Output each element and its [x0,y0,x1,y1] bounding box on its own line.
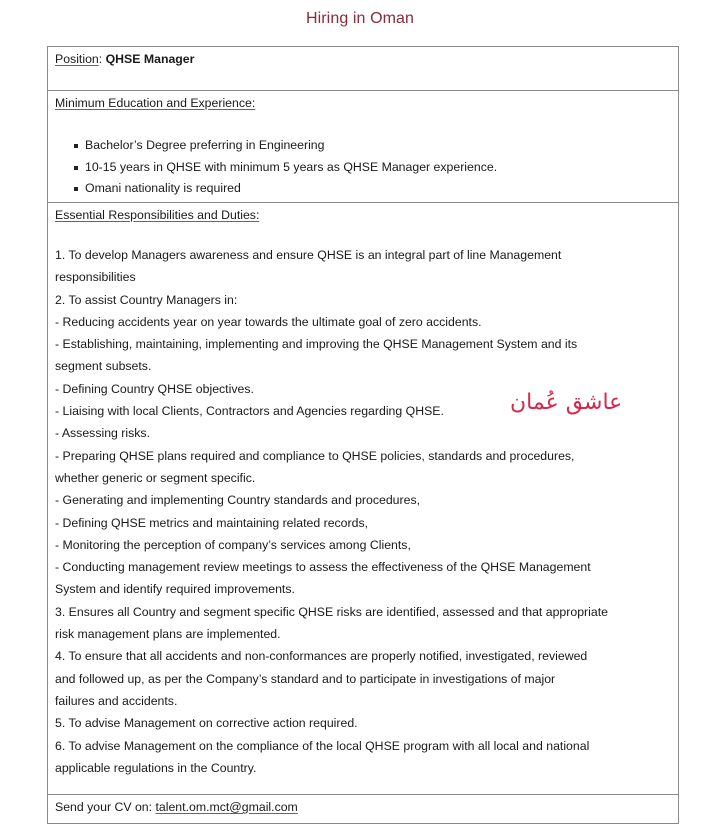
duty-line: - Defining QHSE metrics and maintaining related records, [55,515,369,530]
duty-line: System and identify required improvements. [55,582,295,597]
position-separator: : [98,52,106,66]
duty-line: applicable regulations in the Country. [55,760,257,775]
duty-line: 3. Ensures all Country and segment specific QHSE risks are identified, assessed and that appropriate [55,604,608,619]
education-section [48,91,678,203]
position-label: Position [55,52,99,66]
education-list [55,135,671,200]
duty-line: - Generating and implementing Country standards and procedures, [55,493,421,508]
duty-line: 2. To assist Country Managers in: [55,292,238,307]
cv-email-link[interactable]: talent.om.mct@gmail.com [155,800,298,814]
duty-line: risk management plans are implemented. [55,627,281,642]
cv-section [48,795,678,823]
duties-section [48,203,678,795]
duty-line: - Liaising with local Clients, Contractors and Agencies regarding QHSE. [55,404,444,419]
watermark-text: عاشق عُمان [510,390,623,415]
duty-line: - Establishing, maintaining, implementing and improving the QHSE Management System and its [55,337,578,352]
education-item: 10-15 years in QHSE with minimum 5 years as QHSE Manager experience. [85,157,671,179]
duty-line: segment subsets. [55,359,152,374]
page-title: Hiring in Oman [305,10,415,27]
duty-line: 6. To advise Management on the compliance of the local QHSE program with all local and national [55,738,590,753]
duties-list [55,244,671,779]
duty-line: whether generic or segment specific. [55,470,256,485]
duty-line: 1. To develop Managers awareness and ensure QHSE is an integral part of line Management [55,248,562,262]
duties-heading: Essential Responsibilities and Duties: [55,208,260,222]
duty-line: 4. To ensure that all accidents and non-conformances are properly notified, investigated, reviewed [55,649,588,664]
duty-line: - Preparing QHSE plans required and compliance to QHSE policies, standards and procedures, [55,448,575,463]
position-value: QHSE Manager [105,52,195,66]
duty-line: - Assessing risks. [55,426,150,441]
education-item: Bachelor’s Degree preferring in Engineering [85,135,671,157]
duty-line: responsibilities [55,270,136,285]
duty-line: - Reducing accidents year on year towards the ultimate goal of zero accidents. [55,314,482,329]
duty-line: - Conducting management review meetings to assess the effectiveness of the QHSE Management [55,560,591,575]
duty-line: 5. To advise Management on corrective action required. [55,716,358,731]
duty-line: - Monitoring the perception of company’s services among Clients, [55,537,411,552]
education-item: Omani nationality is required [85,178,671,200]
education-heading: Minimum Education and Experience: [55,96,256,110]
job-posting-table [47,46,679,824]
duty-line: - Defining Country QHSE objectives. [55,381,254,396]
position-section [48,47,678,91]
duty-line: and followed up, as per the Company’s standard and to participate in investigations of major [55,671,556,686]
cv-label: Send your CV on: [55,800,156,814]
duty-line: failures and accidents. [55,693,178,708]
